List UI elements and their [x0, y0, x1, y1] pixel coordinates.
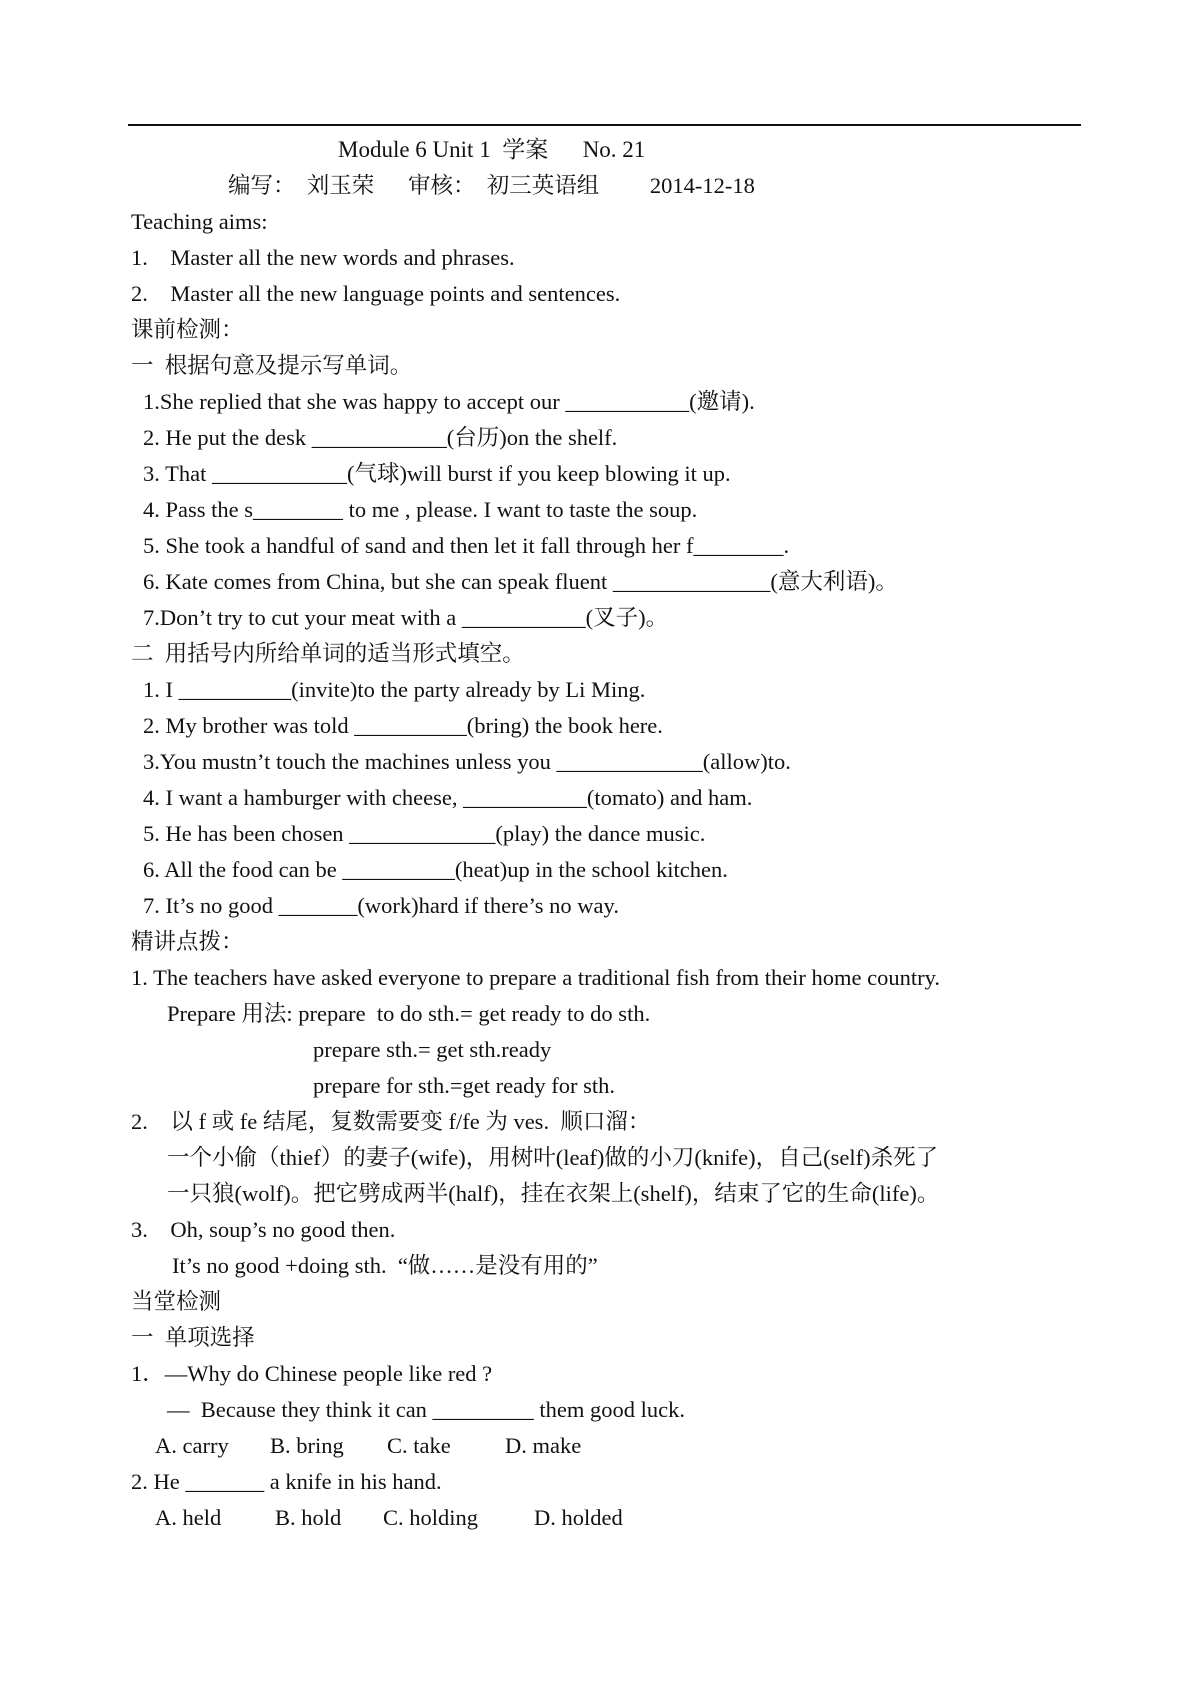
inclass-heading: 当堂检测: [131, 1289, 222, 1314]
question-1-answer-line: — Because they think it can _________ them good luck.: [167, 1397, 686, 1422]
explain-point-3-note: It’s no good +doing sth. “做……是没有用的”: [172, 1253, 598, 1278]
pretest-part1-item-1: 1.She replied that she was happy to accept our ___________(邀请).: [143, 389, 755, 414]
explain-point-2-rhyme-1: 一个小偷（thief）的妻子(wife)，用树叶(leaf)做的小刀(knife)，自己(self)杀死了: [167, 1145, 939, 1170]
pretest-heading: 课前检测：: [131, 317, 244, 342]
explain-heading: 精讲点拨：: [131, 929, 244, 954]
explain-point-1-usage-3: prepare for sth.=get ready for sth.: [313, 1073, 615, 1098]
explain-point-1-usage-2: prepare sth.= get sth.ready: [313, 1037, 552, 1062]
question-1-option-b: B. bring: [270, 1433, 344, 1458]
explain-point-2: 2. 以 f 或 fe 结尾，复数需要变 f/fe 为 ves. 顺口溜：: [131, 1109, 651, 1134]
document-title: Module 6 Unit 1 学案 No. 21: [338, 137, 646, 162]
aim-item-2: 2. Master all the new language points and sentences.: [131, 281, 621, 306]
pretest-part2-item-3: 3.You mustn’t touch the machines unless you _____________(allow)to.: [143, 749, 791, 774]
pretest-part1-item-4: 4. Pass the s________ to me , please. I want to taste the soup.: [143, 497, 698, 522]
question-2-option-d: D. holded: [534, 1505, 623, 1530]
question-1-prompt: 1．—Why do Chinese people like red ?: [131, 1361, 493, 1386]
question-1-option-c: C. take: [387, 1433, 451, 1458]
explain-point-1-usage: Prepare 用法: prepare to do sth.= get ready to do sth.: [167, 1001, 651, 1026]
pretest-part2-item-4: 4. I want a hamburger with cheese, ___________(tomato) and ham.: [143, 785, 753, 810]
pretest-part2-item-2: 2. My brother was told __________(bring) the book here.: [143, 713, 663, 738]
pretest-part1-item-3: 3. That ____________(气球)will burst if you keep blowing it up.: [143, 461, 731, 486]
explain-point-3: 3. Oh, soup’s no good then.: [131, 1217, 396, 1242]
aim-item-1: 1. Master all the new words and phrases.: [131, 245, 515, 270]
pretest-part2-item-7: 7. It’s no good _______(work)hard if there’s no way.: [143, 893, 619, 918]
question-2-option-c: C. holding: [383, 1505, 479, 1530]
explain-point-1: 1. The teachers have asked everyone to prepare a traditional fish from their home country.: [131, 965, 941, 990]
inclass-part1-heading: 一 单项选择: [131, 1325, 255, 1350]
pretest-part1-item-6: 6. Kate comes from China, but she can speak fluent ______________(意大利语)。: [143, 569, 898, 594]
pretest-part1-item-5: 5. She took a handful of sand and then let it fall through her f________.: [143, 533, 790, 558]
question-2-prompt: 2. He _______ a knife in his hand.: [131, 1469, 442, 1494]
question-2-option-a: A. held: [155, 1505, 222, 1530]
question-2-option-b: B. hold: [275, 1505, 342, 1530]
pretest-part2-item-6: 6. All the food can be __________(heat)up in the school kitchen.: [143, 857, 728, 882]
pretest-part2-item-1: 1. I __________(invite)to the party already by Li Ming.: [143, 677, 646, 702]
question-1-option-a: A. carry: [155, 1433, 229, 1458]
document-meta: 编写： 刘玉荣 审核： 初三英语组 2014-12-18: [228, 173, 755, 198]
aims-heading: Teaching aims:: [131, 209, 268, 234]
pretest-part2-item-5: 5. He has been chosen _____________(play) the dance music.: [143, 821, 706, 846]
pretest-part1-item-7: 7.Don’t try to cut your meat with a ___________(叉子)。: [143, 605, 669, 630]
pretest-part2-heading: 二 用括号内所给单词的适当形式填空。: [131, 641, 525, 666]
pretest-part1-item-2: 2. He put the desk ____________(台历)on the shelf.: [143, 425, 618, 450]
header-rule: [128, 124, 1081, 126]
pretest-part1-heading: 一 根据句意及提示写单词。: [131, 353, 413, 378]
question-1-option-d: D. make: [505, 1433, 582, 1458]
explain-point-2-rhyme-2: 一只狼(wolf)。把它劈成两半(half)，挂在衣架上(shelf)，结束了它的生命(life)。: [167, 1181, 940, 1206]
